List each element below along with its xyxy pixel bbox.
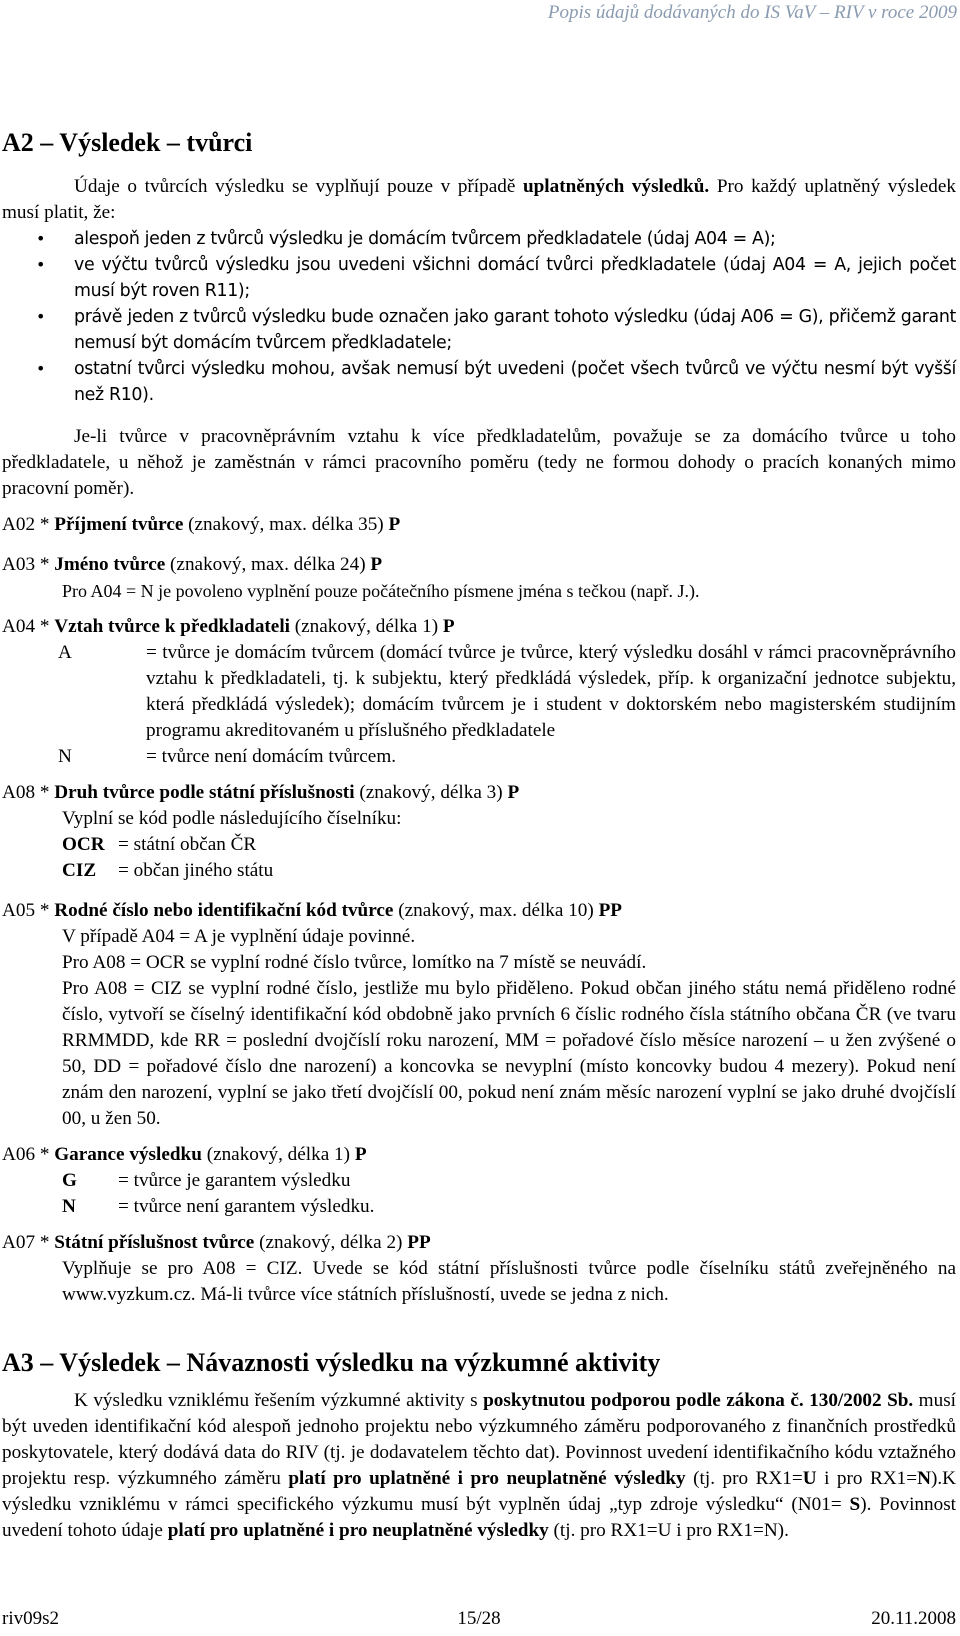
a2-paragraph: Je-li tvůrce v pracovněprávním vztahu k více předkladatelům, považuje se za domácího tvůrce u toho předkladatele, u něhož je zaměstnán v rámci pracovního poměru (tedy ne formou dohody o pracích konaných mimo pracovní poměr). [2,426,956,499]
field-a02: A02 * Příjmení tvůrce (znakový, max. délka 35) P [2,514,401,535]
field-a08: A08 * Druh tvůrce podle státní příslušnosti (znakový, délka 3) P [2,782,520,803]
list-item: • právě jeden z tvůrců výsledku bude označen jako garant tohoto výsledku (údaj A06 = G), přičemž garant nemusí být domácím tvůrcem předkladatele; [2,304,956,356]
list-item: • alespoň jeden z tvůrců výsledku je domácím tvůrcem předkladatele (údaj A04 = A); [2,226,956,252]
page-content [2,128,956,1544]
field-a06: A06 * Garance výsledku (znakový, délka 1) P [2,1144,367,1165]
field-a04: A04 * Vztah tvůrce k předkladateli (znakový, délka 1) P [2,616,455,637]
running-header: Popis údajů dodávaných do IS VaV – RIV v roce 2009 [547,2,957,23]
code-row: N = tvůrce není domácím tvůrcem. [58,746,397,767]
list-item: • ve výčtu tvůrců výsledku jsou uvedeni všichni domácí tvůrci předkladatele (údaj A04 = A, jejich počet musí být roven R11); [2,252,956,304]
section-heading-a3: A3 – Výsledek – Návaznosti výsledku na výzkumné aktivity [2,1348,661,1377]
a2-intro: Údaje o tvůrcích výsledku se vyplňují pouze v případě uplatněných výsledků. Pro každý uplatněný výsledek musí platit, že: [2,176,956,223]
code-row: N = tvůrce není garantem výsledku. [62,1196,375,1217]
page-footer [2,1608,956,1630]
field-a08-body: Vyplní se kód podle následujícího číselníku: OCR = státní občan ČR CIZ = občan jiného státu [2,806,956,884]
code-row: A = tvůrce je domácím tvůrcem (domácí tvůrce je tvůrce, který výsledku dosáhl v rámci pracovněprávního vztahu k předkladateli, tj. k subjektu, který předkládá výsledek, příp. k organizační jednotce subjektu, která předkládá výsledek); domácím tvůrcem je i student v doktorském nebo magisterském studijním programu akreditovaném u příslušného předkladatele [58,642,956,741]
field-a04-codes [2,640,956,770]
section-heading-a2: A2 – Výsledek – tvůrci [2,128,253,157]
field-a05-body: V případě A04 = A je vyplnění údaje povinné. Pro A08 = OCR se vyplní rodné číslo tvůrce, lomítko na 7 místě se neuvádí. Pro A08 = CIZ se vyplní rodné číslo, jestliže mu bylo přiděleno. Pokud občan jiného státu nemá přiděleno rodné číslo, vytvoří se číselný identifikační kód obdobně jako prvních 6 číslic rodného čísla státního občana ČR (ve tvaru RRMMDD, kde RR = poslední dvojčíslí roku narození, MM = pořadové číslo měsíce narození – u žen zvýšené o 50, DD = pořadové číslo dne narození) a koncovka se nevyplní (místo koncovky budou 4 mezery). Pokud není znám den narození, vyplní se jako třetí dvojčíslí 00, pokud není znám měsíc narození vyplní se jako druhé dvojčíslí 00, u žen 50. [62,926,956,1129]
code-row: OCR = státní občan ČR [62,834,257,855]
field-a07-note: Vyplňuje se pro A08 = CIZ. Uvede se kód státní příslušnosti tvůrce podle číselníku států zveřejněného na www.vyzkum.cz. Má-li tvůrce více státních příslušností, uvede se jedna z nich. [62,1258,956,1305]
field-a03: A03 * Jméno tvůrce (znakový, max. délka 24) P [2,554,383,575]
field-a06-codes [2,1168,956,1220]
code-row: G = tvůrce je garantem výsledku [62,1170,351,1191]
list-item: • ostatní tvůrci výsledku mohou, avšak nemusí být uvedeni (počet všech tvůrců ve výčtu nesmí být vyšší než R10). [2,356,956,408]
field-a07: A07 * Státní příslušnost tvůrce (znakový, délka 2) PP [2,1232,431,1253]
code-row: CIZ = občan jiného státu [62,860,274,881]
footer-doc-id: riv09s2 [2,1608,59,1629]
field-a05: A05 * Rodné číslo nebo identifikační kód tvůrce (znakový, max. délka 10) PP [2,900,623,921]
field-a03-note: Pro A04 = N je povoleno vyplnění pouze počátečního písmene jména s tečkou (např. J.). [62,581,700,601]
a2-bullet-list [2,226,956,408]
a3-paragraph: K výsledku vzniklému řešením výzkumné aktivity s poskytnutou podporou podle zákona č. 130/2002 Sb. musí být uveden identifikační kód alespoň jednoho projektu nebo výzkumného záměru podporovaného z finančních prostředků poskytovatele, který dodává data do RIV (tj. je dodavatelem těchto dat). Povinnost uvedení identifikačního kódu vztažného projektu resp. výzkumného záměru platí pro uplatněné i pro neuplatněné výsledky (tj. pro RX1=U i pro RX1=N).K výsledku vzniklému v rámci specifického výzkumu musí být vyplněn údaj „typ zdroje výsledku“ (N01= S). Povinnost uvedení tohoto údaje platí pro uplatněné i pro neuplatněné výsledky (tj. pro RX1=U i pro RX1=N). [2,1390,956,1541]
footer-page-number: 15/28 [457,1608,501,1629]
footer-date: 20.11.2008 [871,1608,956,1629]
